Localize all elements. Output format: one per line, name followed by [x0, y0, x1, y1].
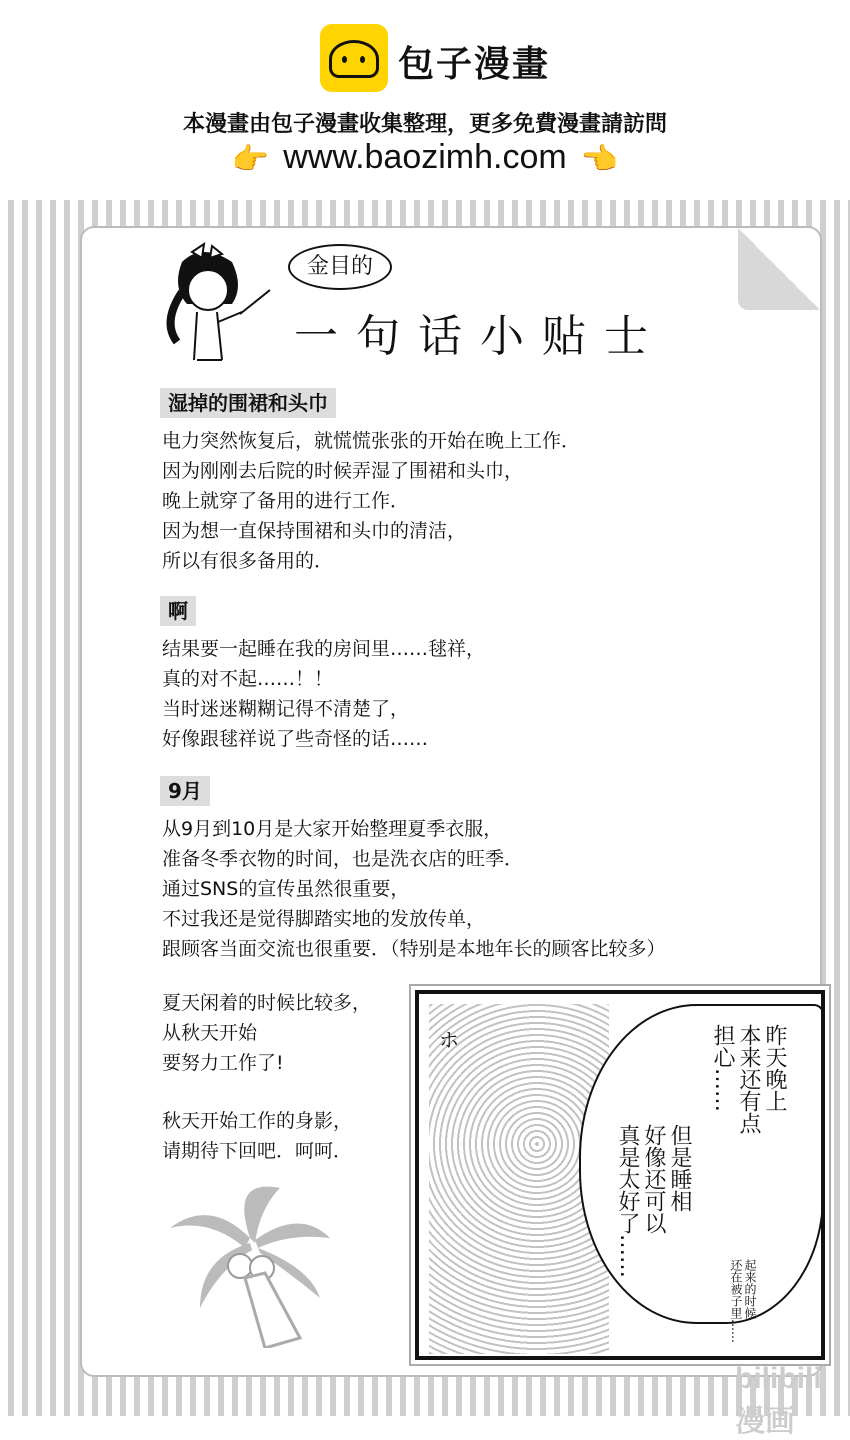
- url-link[interactable]: www.baozimh.com: [283, 138, 567, 176]
- section-body: 电力突然恢复后，就慌慌张张的开始在晚上工作． 因为刚刚去后院的时候弄湿了围裙和头巾， 晚上就穿了备用的进行工作． 因为想一直保持围裙和头巾的清洁， 所以有很多备用的．: [162, 430, 581, 572]
- section-heading: 啊: [160, 596, 196, 626]
- folded-corner: [738, 228, 820, 310]
- header: [0, 0, 850, 200]
- speech-bubble: 金目的: [288, 244, 392, 290]
- closing-text: 夏天闲着的时候比较多， 从秋天开始 要努力工作了! 秋天开始工作的身影， 请期待下回吧．呵呵．: [162, 992, 372, 1162]
- section-heading: 9月: [160, 776, 210, 806]
- section-body: 结果要一起睡在我的房间里……毬祥， 真的对不起……！！ 当时迷迷糊糊记得不清楚了， 好像跟毬祥说了些奇怪的话……: [162, 638, 486, 750]
- notice-text: 本漫畫由包子漫畫收集整理，更多免費漫畫請訪問: [182, 112, 667, 137]
- site-url[interactable]: [0, 138, 850, 177]
- tips-card: [82, 228, 820, 1375]
- pointing-hand-icon: 👉: [231, 142, 270, 176]
- bubble-text: 昨天晚上 本来还有点 担心……: [710, 1024, 787, 1134]
- bubble-text: 但是睡相 好像还可以 真是太好了……: [615, 1124, 692, 1278]
- brand-name: 包子漫畫: [398, 44, 551, 85]
- baozi-logo-icon: [320, 24, 388, 92]
- section-body: 从9月到10月是大家开始整理夏季衣服， 准备冬季衣物的时间，也是洗衣店的旺季． 通过SNS的宣传虽然很重要， 不过我还是觉得脚踏实地的发放传单， 跟顾客当面交流也很重要．（特别是本地年长的顾客比较多）: [162, 818, 666, 960]
- sound-effect: ホ: [439, 1028, 459, 1052]
- palm-tree-icon: [170, 1178, 330, 1348]
- watermark: bilibili漫画: [735, 1362, 822, 1438]
- manga-panel: [415, 990, 825, 1360]
- page-title: 一句话小贴士: [294, 311, 666, 362]
- chibi-girl-icon: [152, 242, 272, 366]
- small-text: 起来的时候 还在被子里……: [729, 1259, 757, 1343]
- pointing-hand-icon: 👈: [580, 142, 619, 176]
- section-heading: 湿掉的围裙和头巾: [160, 388, 336, 418]
